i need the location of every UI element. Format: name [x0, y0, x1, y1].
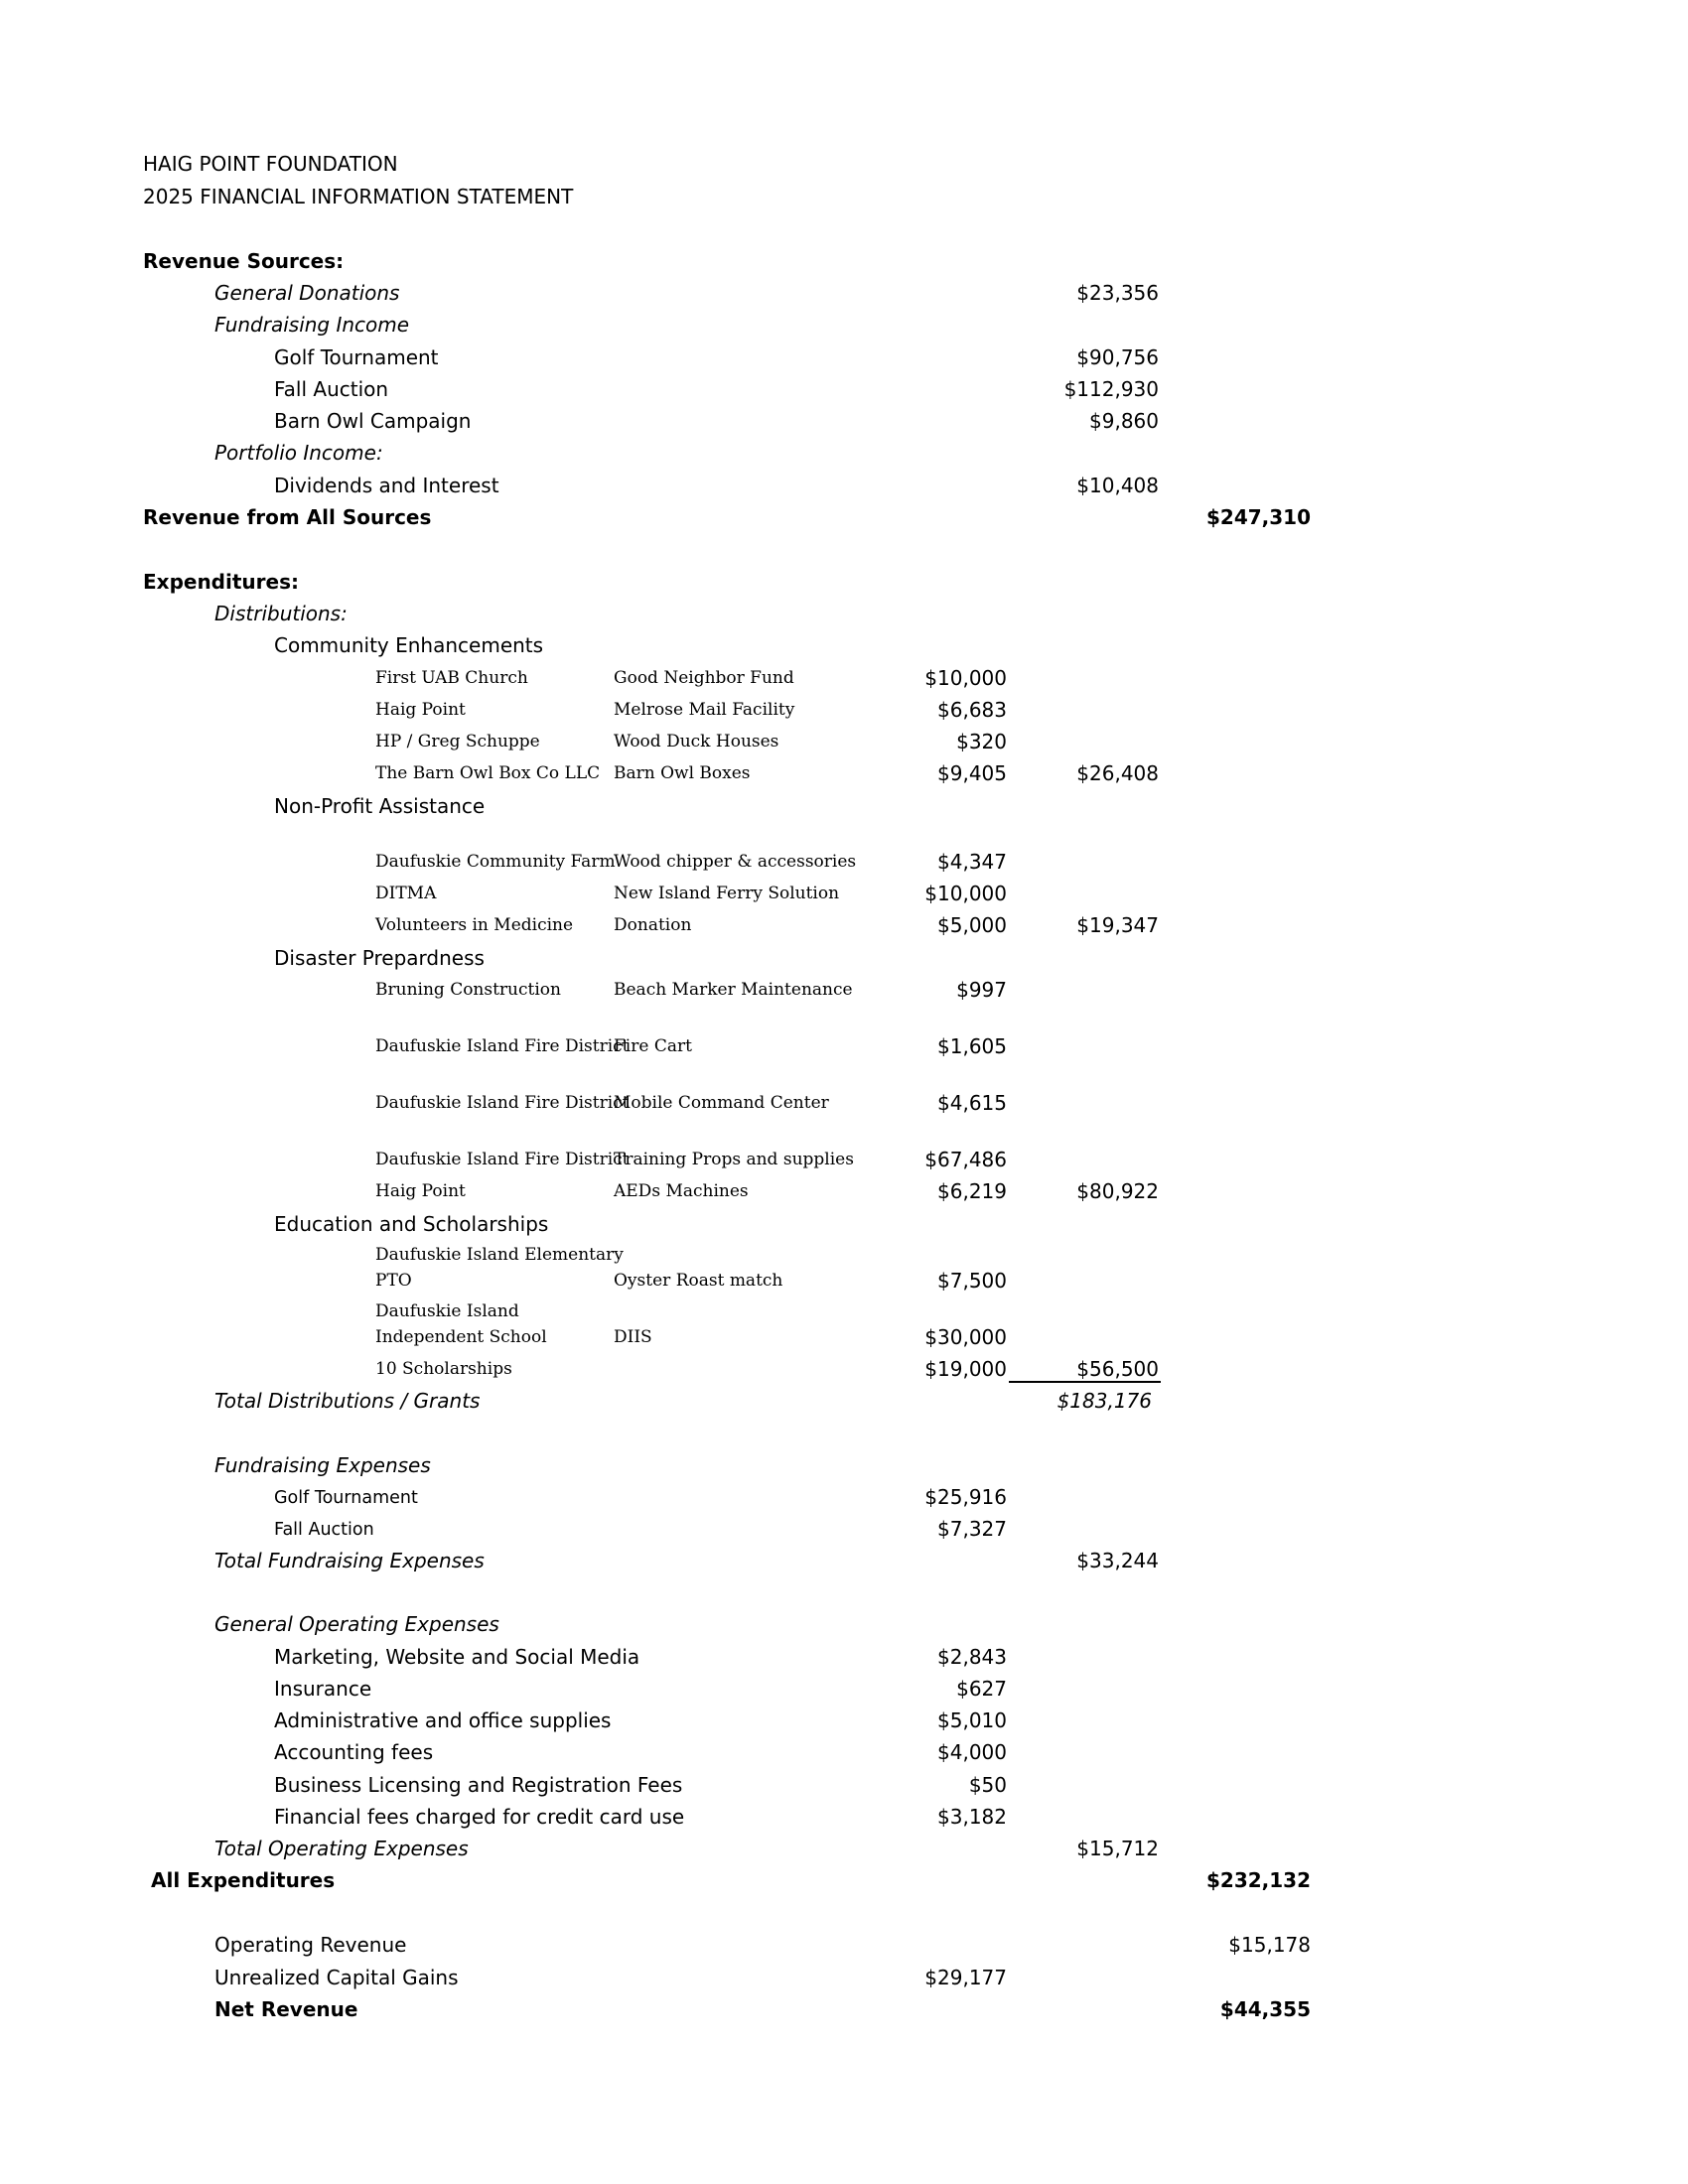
fundraising-expenses-label: Fundraising Expenses: [214, 1453, 431, 1477]
table-row-amount: $7,500: [937, 1269, 1007, 1293]
table-row-payee: Daufuskie Island Elementary: [375, 1245, 624, 1265]
golf-income-amount: $90,756: [1076, 345, 1159, 369]
list-item-label: Fall Auction: [274, 1520, 374, 1540]
list-item-amount: $7,327: [937, 1517, 1007, 1541]
table-row-payee: Daufuskie Island: [375, 1301, 519, 1321]
all-expenditures-amount: $232,132: [1205, 1868, 1311, 1892]
table-row-amount: $9,405: [937, 761, 1007, 785]
barn-owl-income-label: Barn Owl Campaign: [274, 409, 472, 433]
dividends-amount: $10,408: [1076, 474, 1159, 497]
distributions-label: Distributions:: [214, 602, 348, 625]
table-row-purpose: Beach Marker Maintenance: [614, 980, 853, 1000]
table-row-payee: Haig Point: [375, 1181, 466, 1201]
portfolio-income-label: Portfolio Income:: [214, 441, 383, 465]
list-item-amount: $4,000: [937, 1740, 1007, 1764]
table-row-payee: Bruning Construction: [375, 980, 561, 1000]
revenue-total-amount: $247,310: [1205, 505, 1311, 529]
total-operating-expenses-label: Total Operating Expenses: [214, 1837, 469, 1860]
education-scholarships-label: Education and Scholarships: [274, 1212, 549, 1236]
unrealized-gains-label: Unrealized Capital Gains: [214, 1966, 459, 1989]
table-row-amount: $6,219: [937, 1179, 1007, 1203]
list-item-label: Golf Tournament: [274, 1488, 418, 1508]
table-row-purpose: Good Neighbor Fund: [614, 668, 794, 688]
list-item-label: Business Licensing and Registration Fees: [274, 1773, 683, 1797]
fundraising-income-label: Fundraising Income: [214, 313, 410, 337]
table-row-payee: The Barn Owl Box Co LLC: [375, 763, 601, 783]
table-row-amount: $10,000: [924, 882, 1007, 905]
golf-income-label: Golf Tournament: [274, 345, 439, 369]
table-row-payee: Daufuskie Island Fire District: [375, 1093, 630, 1113]
total-fundraising-expenses-amount: $33,244: [1076, 1549, 1159, 1572]
expenditures-heading: Expenditures:: [143, 570, 299, 594]
nonprofit-subtotal: $19,347: [1076, 913, 1159, 937]
table-row-purpose: Training Props and supplies: [614, 1150, 854, 1169]
table-row-amount: $4,347: [937, 850, 1007, 874]
table-row-payee: HP / Greg Schuppe: [375, 732, 540, 751]
org-name: HAIG POINT FOUNDATION: [143, 152, 398, 176]
table-row-amount: $4,615: [937, 1091, 1007, 1115]
table-row-payee: First UAB Church: [375, 668, 528, 688]
net-revenue-amount: $44,355: [1219, 1997, 1311, 2021]
general-donations-amount: $23,356: [1076, 281, 1159, 305]
operating-expenses-label: General Operating Expenses: [214, 1612, 499, 1636]
table-row-amount: $320: [956, 730, 1007, 753]
revenue-total-label: Revenue from All Sources: [143, 505, 432, 529]
general-donations-label: General Donations: [214, 281, 400, 305]
table-row-purpose: New Island Ferry Solution: [614, 884, 840, 903]
subtotal-rule: [1009, 1381, 1161, 1383]
table-row-purpose: Wood Duck Houses: [614, 732, 779, 751]
table-row-amount: $1,605: [937, 1034, 1007, 1058]
dividends-label: Dividends and Interest: [274, 474, 499, 497]
operating-revenue-label: Operating Revenue: [214, 1933, 407, 1957]
table-row-amount: $19,000: [924, 1357, 1007, 1381]
table-row-purpose: Barn Owl Boxes: [614, 763, 751, 783]
table-row-payee: Haig Point: [375, 700, 466, 720]
list-item-amount: $2,843: [937, 1645, 1007, 1669]
list-item-label: Marketing, Website and Social Media: [274, 1645, 640, 1669]
table-row-purpose: AEDs Machines: [614, 1181, 749, 1201]
table-row-amount: $5,000: [937, 913, 1007, 937]
unrealized-gains-amount: $29,177: [924, 1966, 1007, 1989]
list-item-amount: $25,916: [924, 1485, 1007, 1509]
table-row-purpose: Melrose Mail Facility: [614, 700, 795, 720]
auction-income-amount: $112,930: [1063, 377, 1159, 401]
total-operating-expenses-amount: $15,712: [1076, 1837, 1159, 1860]
auction-income-label: Fall Auction: [274, 377, 389, 401]
all-expenditures-label: All Expenditures: [151, 1868, 336, 1892]
table-row-payee: Volunteers in Medicine: [375, 915, 574, 935]
table-row-amount: $6,683: [937, 698, 1007, 722]
list-item-label: Accounting fees: [274, 1740, 434, 1764]
table-row-purpose: Donation: [614, 915, 692, 935]
revenue-heading: Revenue Sources:: [143, 249, 345, 273]
disaster-preparedness-label: Disaster Prepardness: [274, 946, 485, 970]
nonprofit-assistance-label: Non-Profit Assistance: [274, 794, 486, 818]
total-distributions-label: Total Distributions / Grants: [214, 1389, 481, 1413]
operating-revenue-amount: $15,178: [1228, 1933, 1311, 1957]
table-row-payee: Independent School: [375, 1327, 547, 1347]
list-item-label: Administrative and office supplies: [274, 1708, 612, 1732]
table-row-purpose: Mobile Command Center: [614, 1093, 829, 1113]
net-revenue-label: Net Revenue: [214, 1997, 358, 2021]
table-row-purpose: Fire Cart: [614, 1036, 692, 1056]
list-item-amount: $5,010: [937, 1708, 1007, 1732]
table-row-purpose: Oyster Roast match: [614, 1271, 783, 1291]
total-fundraising-expenses-label: Total Fundraising Expenses: [214, 1549, 485, 1572]
table-row-amount: $997: [956, 978, 1007, 1002]
barn-owl-income-amount: $9,860: [1089, 409, 1159, 433]
table-row-payee: Daufuskie Community Farm: [375, 852, 616, 872]
list-item-amount: $3,182: [937, 1805, 1007, 1829]
total-distributions-amount: $183,176: [1056, 1389, 1152, 1413]
table-row-payee: 10 Scholarships: [375, 1359, 512, 1379]
table-row-payee: DITMA: [375, 884, 437, 903]
table-row-payee: Daufuskie Island Fire District: [375, 1036, 630, 1056]
table-row-purpose: Wood chipper & accessories: [614, 852, 857, 872]
table-row-payee: Daufuskie Island Fire District: [375, 1150, 630, 1169]
community-subtotal: $26,408: [1076, 761, 1159, 785]
list-item-amount: $50: [968, 1773, 1007, 1797]
table-row-purpose: DIIS: [614, 1327, 652, 1347]
community-enhancements-label: Community Enhancements: [274, 633, 544, 657]
list-item-label: Insurance: [274, 1677, 372, 1701]
list-item-label: Financial fees charged for credit card use: [274, 1805, 685, 1829]
table-row-amount: $67,486: [924, 1148, 1007, 1171]
table-row-payee: PTO: [375, 1271, 412, 1291]
table-row-amount: $10,000: [924, 666, 1007, 690]
disaster-subtotal: $80,922: [1076, 1179, 1159, 1203]
statement-title: 2025 FINANCIAL INFORMATION STATEMENT: [143, 185, 574, 208]
list-item-amount: $627: [956, 1677, 1007, 1701]
table-row-amount: $30,000: [924, 1325, 1007, 1349]
education-subtotal: $56,500: [1076, 1357, 1159, 1381]
